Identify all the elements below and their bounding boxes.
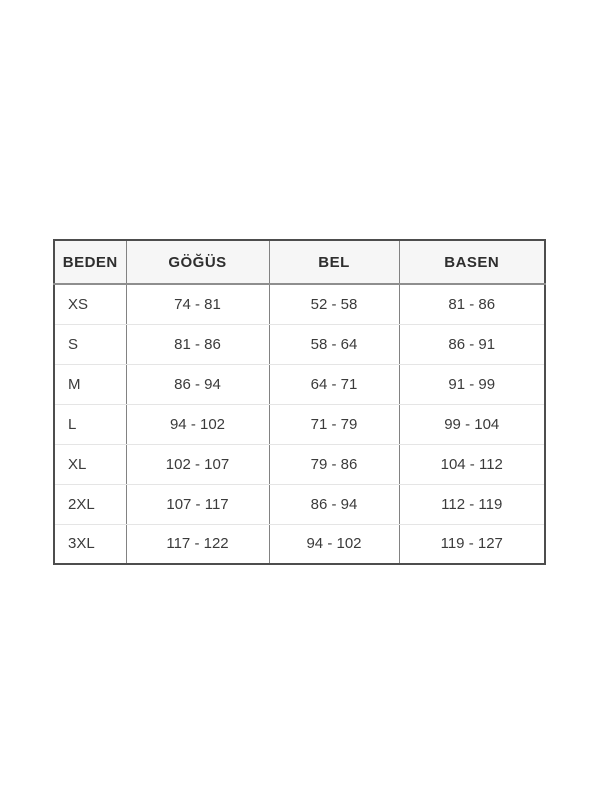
measurement-range-cell: 107 - 117 <box>126 484 269 524</box>
size-label-cell: XS <box>54 284 126 324</box>
size-chart-table <box>53 239 546 565</box>
size-label-cell: L <box>54 404 126 444</box>
measurement-range-cell: 119 - 127 <box>399 524 545 564</box>
measurement-range-cell: 94 - 102 <box>269 524 399 564</box>
table-row <box>54 324 545 364</box>
measurement-range-cell: 81 - 86 <box>399 284 545 324</box>
measurement-range-cell: 99 - 104 <box>399 404 545 444</box>
measurement-range-cell: 102 - 107 <box>126 444 269 484</box>
measurement-range-cell: 79 - 86 <box>269 444 399 484</box>
column-header-bel: BEL <box>269 240 399 284</box>
size-label-cell: M <box>54 364 126 404</box>
size-label-cell: S <box>54 324 126 364</box>
header-row <box>54 240 545 284</box>
size-chart-header <box>54 240 545 284</box>
measurement-range-cell: 112 - 119 <box>399 484 545 524</box>
measurement-range-cell: 71 - 79 <box>269 404 399 444</box>
measurement-range-cell: 91 - 99 <box>399 364 545 404</box>
measurement-range-cell: 74 - 81 <box>126 284 269 324</box>
column-header-basen: BASEN <box>399 240 545 284</box>
size-label-cell: 3XL <box>54 524 126 564</box>
measurement-range-cell: 81 - 86 <box>126 324 269 364</box>
measurement-range-cell: 104 - 112 <box>399 444 545 484</box>
column-header-gogus: GÖĞÜS <box>126 240 269 284</box>
table-row <box>54 444 545 484</box>
table-row <box>54 484 545 524</box>
measurement-range-cell: 117 - 122 <box>126 524 269 564</box>
measurement-range-cell: 52 - 58 <box>269 284 399 324</box>
table-row <box>54 404 545 444</box>
size-chart-body <box>54 284 545 564</box>
table-row <box>54 364 545 404</box>
measurement-range-cell: 86 - 94 <box>269 484 399 524</box>
measurement-range-cell: 58 - 64 <box>269 324 399 364</box>
measurement-range-cell: 86 - 94 <box>126 364 269 404</box>
measurement-range-cell: 94 - 102 <box>126 404 269 444</box>
measurement-range-cell: 64 - 71 <box>269 364 399 404</box>
table-row <box>54 284 545 324</box>
column-header-beden: BEDEN <box>54 240 126 284</box>
measurement-range-cell: 86 - 91 <box>399 324 545 364</box>
size-label-cell: XL <box>54 444 126 484</box>
size-label-cell: 2XL <box>54 484 126 524</box>
table-row <box>54 524 545 564</box>
